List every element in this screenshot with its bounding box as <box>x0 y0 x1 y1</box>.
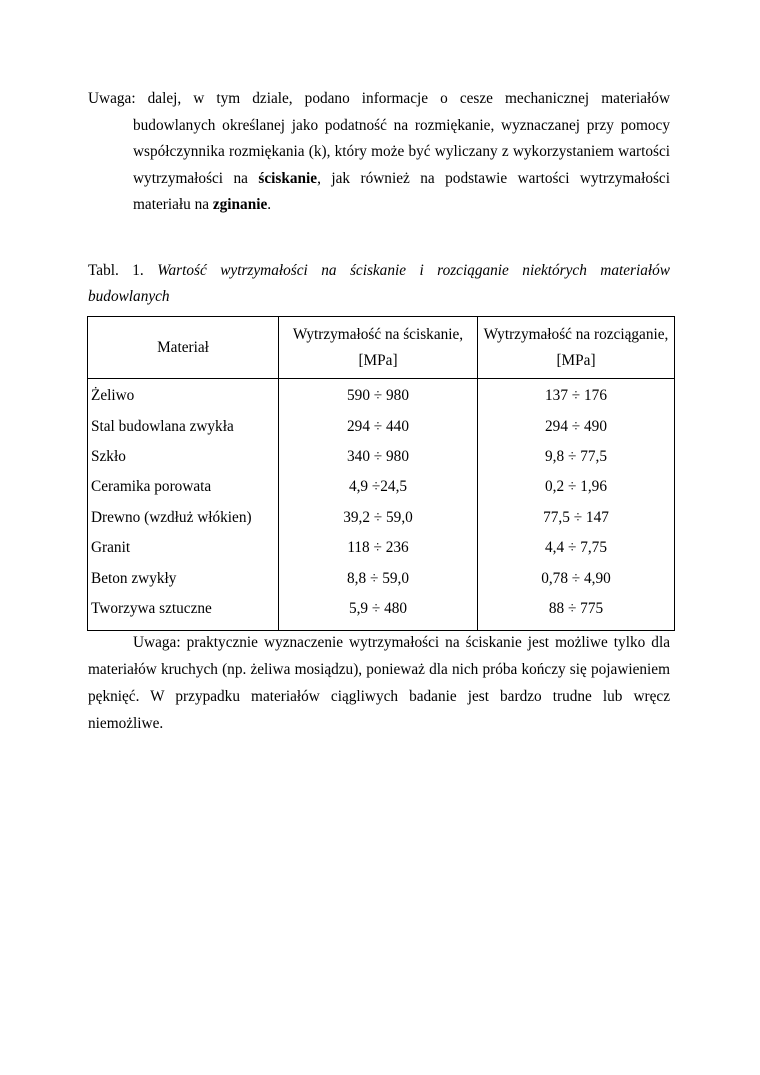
header-material: Materiał <box>88 317 279 379</box>
cell-material: Granit <box>88 533 279 563</box>
cell-compression: 8,8 ÷ 59,0 <box>279 563 478 593</box>
bold-term-compression: ściskanie <box>258 169 318 187</box>
cell-material: Ceramika porowata <box>88 472 279 502</box>
intro-note-line <box>88 166 670 193</box>
cell-compression: 294 ÷ 440 <box>279 411 478 441</box>
cell-material: Drewno (wzdłuż włókien) <box>88 503 279 533</box>
caption-line <box>88 258 670 284</box>
cell-compression: 39,2 ÷ 59,0 <box>279 503 478 533</box>
closing-note-line: pęknięć. W przypadku materiałów ciągliwych badanie jest bardzo trudne lub wręcz <box>88 688 670 705</box>
caption-title-cont: budowlanych <box>88 288 170 305</box>
table-row <box>88 533 675 563</box>
text-segment: materiału na <box>133 196 213 213</box>
cell-compression: 590 ÷ 980 <box>279 379 478 412</box>
table-header-row <box>88 317 675 379</box>
cell-tension: 294 ÷ 490 <box>478 411 675 441</box>
cell-compression: 340 ÷ 980 <box>279 442 478 472</box>
header-compression: Wytrzymałość na ściskanie, [MPa] <box>279 317 478 379</box>
cell-material: Stal budowlana zwykła <box>88 411 279 441</box>
intro-note-line: współczynnika rozmiękania (k), który może być wyliczany z wykorzystaniem wartości <box>133 143 670 160</box>
closing-note <box>88 629 670 737</box>
cell-tension: 4,4 ÷ 7,75 <box>478 533 675 563</box>
cell-material: Beton zwykły <box>88 563 279 593</box>
cell-tension: 77,5 ÷ 147 <box>478 503 675 533</box>
table-row <box>88 442 675 472</box>
cell-compression: 118 ÷ 236 <box>279 533 478 563</box>
cell-tension: 137 ÷ 176 <box>478 379 675 412</box>
text-segment: . <box>267 196 272 213</box>
cell-tension: 9,8 ÷ 77,5 <box>478 442 675 472</box>
intro-note-line: budowlanych określanej jako podatność na rozmiękanie, wyznaczanej przy pomocy <box>133 116 670 134</box>
table-row <box>88 472 675 502</box>
header-tension: Wytrzymałość na rozciąganie, [MPa] <box>478 317 675 379</box>
closing-note-line: materiałów kruchych (np. żeliwa mosiądzu), ponieważ dla nich próba kończy się pojawieniem <box>88 661 670 678</box>
caption-title: Wartość wytrzymałości na ściskanie i rozciąganie niektórych materiałów <box>157 262 670 279</box>
bold-term-bending: zginanie <box>212 196 268 213</box>
table-caption <box>88 258 670 310</box>
intro-note-line <box>88 192 670 219</box>
cell-material: Szkło <box>88 442 279 472</box>
intro-note <box>88 86 670 219</box>
caption-prefix: Tabl. 1. <box>88 262 144 279</box>
table-row <box>88 379 675 412</box>
cell-tension: 0,2 ÷ 1,96 <box>478 472 675 502</box>
closing-note-line: niemożliwe. <box>88 715 164 732</box>
table-row <box>88 563 675 593</box>
cell-tension: 0,78 ÷ 4,90 <box>478 563 675 593</box>
cell-compression: 5,9 ÷ 480 <box>279 594 478 631</box>
cell-material: Żeliwo <box>88 379 279 412</box>
materials-strength-table <box>87 316 675 631</box>
intro-note-line: Uwaga: dalej, w tym dziale, podano informacje o cesze mechanicznej materiałów <box>88 90 670 107</box>
closing-note-line: Uwaga: praktycznie wyznaczenie wytrzymałości na ściskanie jest możliwe tylko dla <box>133 634 670 651</box>
caption-line <box>88 284 670 310</box>
table-row <box>88 503 675 533</box>
cell-tension: 88 ÷ 775 <box>478 594 675 631</box>
cell-material: Tworzywa sztuczne <box>88 594 279 631</box>
text-segment: wytrzymałości na <box>133 169 259 187</box>
table-row <box>88 594 675 631</box>
cell-compression: 4,9 ÷24,5 <box>279 472 478 502</box>
text-segment: , jak również na podstawie wartości wytrzymałości <box>317 169 670 187</box>
table-row <box>88 411 675 441</box>
